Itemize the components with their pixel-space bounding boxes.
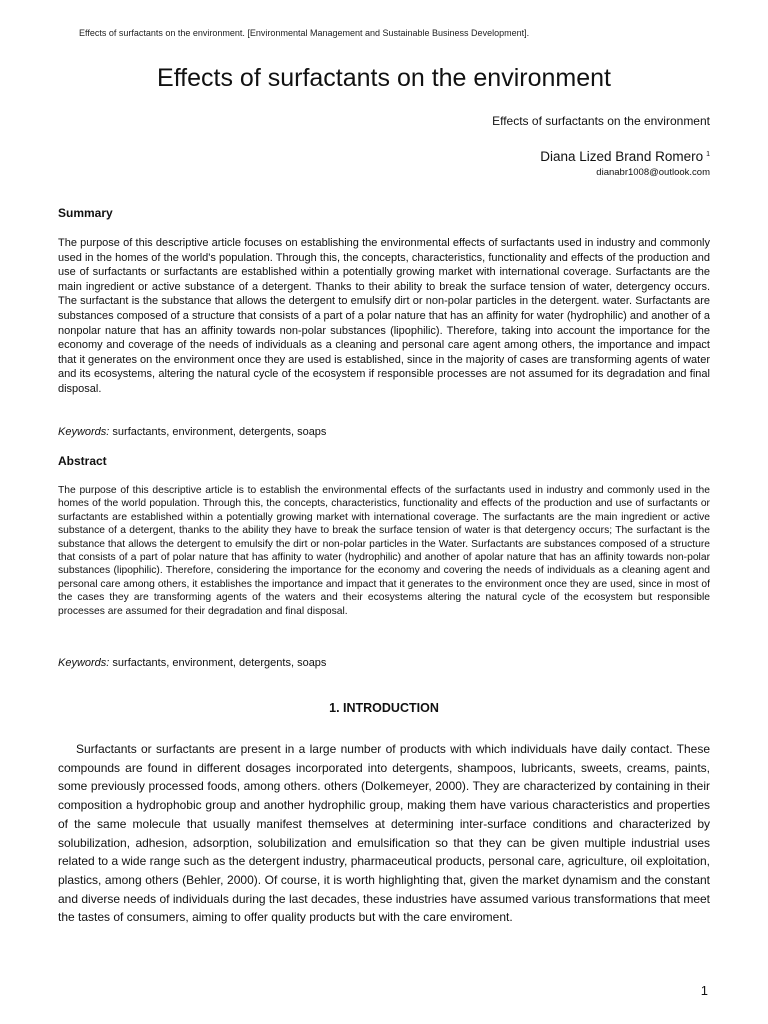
author-email: dianabr1008@outlook.com [596, 167, 710, 178]
subtitle: Effects of surfactants on the environment [492, 114, 710, 128]
author-name-text: Diana Lized Brand Romero [540, 149, 704, 164]
summary-text: The purpose of this descriptive article focuses on establishing the environmental effects of surfactants used in industry and commonly used in the homes of the world's population. Through this, the concepts, characteristics, functionality and effects of the production and use of surfactants or surfactants are established within a potentially growing market with international coverage. Surfactants are the main ingredient or active substance of a detergent. Thanks to their ability to break the surface tension of water, detergency occurs. The surfactant is the substance that allows the detergent to emulsify dirt or non-polar particles in the detergent. water. Surfactants are substances composed of a structure that consists of a part of a polar nature that has an affinity for water (hydrophilic) and another of a nonpolar nature that has an affinity towards non-polar substances (lipophilic). Therefore, taking into account the importance for the economy and coverage of the needs of individuals as a cleaning and personal care agent among others, the importance and impact that it generates on the environment once they are used is established, since in the majority of cases are transforming agents of water and its ecosystems, altering the natural cycle of the ecosystem if responsible processes are not assumed for its degradation and final disposal. [58, 237, 710, 395]
author-footnote-mark: 1 [706, 150, 710, 158]
introduction-heading: 1. INTRODUCTION [329, 701, 439, 715]
page-number: 1 [700, 983, 708, 998]
abstract-keywords-list: surfactants, environment, detergents, soaps [112, 657, 327, 669]
summary-heading: Summary [58, 206, 113, 220]
summary-keywords-label: Keywords: [58, 426, 110, 438]
summary-keywords-list: surfactants, environment, detergents, soaps [112, 426, 327, 438]
abstract-text: The purpose of this descriptive article is to establish the environmental effects of the surfactants used in industry and commonly used in the homes of the world population. Through this, the concepts, characteristics, functionality and effects of the production and use of surfactants or surfactants are established within a potentially growing market with international coverage. The surfactants are the main ingredient or active substance of a detergent, thanks to the ability they have to break the surface tension of water is that detergency occurs; The surfactant is the substance that allows the detergent to emulsify the dirt or non-polar particles in the Water. Surfactants are substances composed of a structure that consists of a part of polar nature that has affinity to water (hydrophilic) and another of apolar nature that has an affinity towards non-polar substances (lipophilic). Therefore, considering the importance for the economy and covering the needs of individuals as a cleaning agent and personal care among others, it establishes the importance and impact that it generates to the environment once they are used, since in most of the cases they are transforming agents of the waters and their ecosystems altering the natural cycle of the ecosystem but responsible processes are assumed for their degradation and final disposal. [58, 485, 710, 617]
summary-keywords [58, 426, 326, 438]
abstract-keywords-label: Keywords: [58, 657, 110, 669]
page-title: Effects of surfactants on the environment [157, 64, 611, 92]
abstract-heading: Abstract [58, 454, 107, 468]
author-name [540, 149, 710, 164]
abstract-keywords [58, 657, 326, 669]
introduction-text: Surfactants or surfactants are present in a large number of products with which individuals have daily contact. These compounds are found in different dosages incorporated into detergents, shampoos, lubricants, sweets, creams, paints, some previously processed foods, among others. others (Dolkemeyer, 2000). They are characterized by containing in their composition a hydrophobic group and another hydrophilic group, making them have various characteristics and properties of the same molecule that usually manifest themselves at determining inter-surface conditions and characterized by solubilization, adhesion, adsorption, solubilization and emulsification so that they can be given multiple industrial uses related to a wide range such as the detergent industry, pharmaceutical products, personal care, agriculture, oil exploitation, plastics, among others (Behler, 2000). Of course, it is worth highlighting that, given the market dynamism and the constant and diverse needs of individuals during the last decades, these industries have assumed various transformations that meet the tastes of consumers, aiming to offer quality products but with the care enviroment. [58, 742, 710, 925]
running-header: Effects of surfactants on the environment. [Environmental Management and Sustainable Business Development]. [79, 28, 530, 38]
